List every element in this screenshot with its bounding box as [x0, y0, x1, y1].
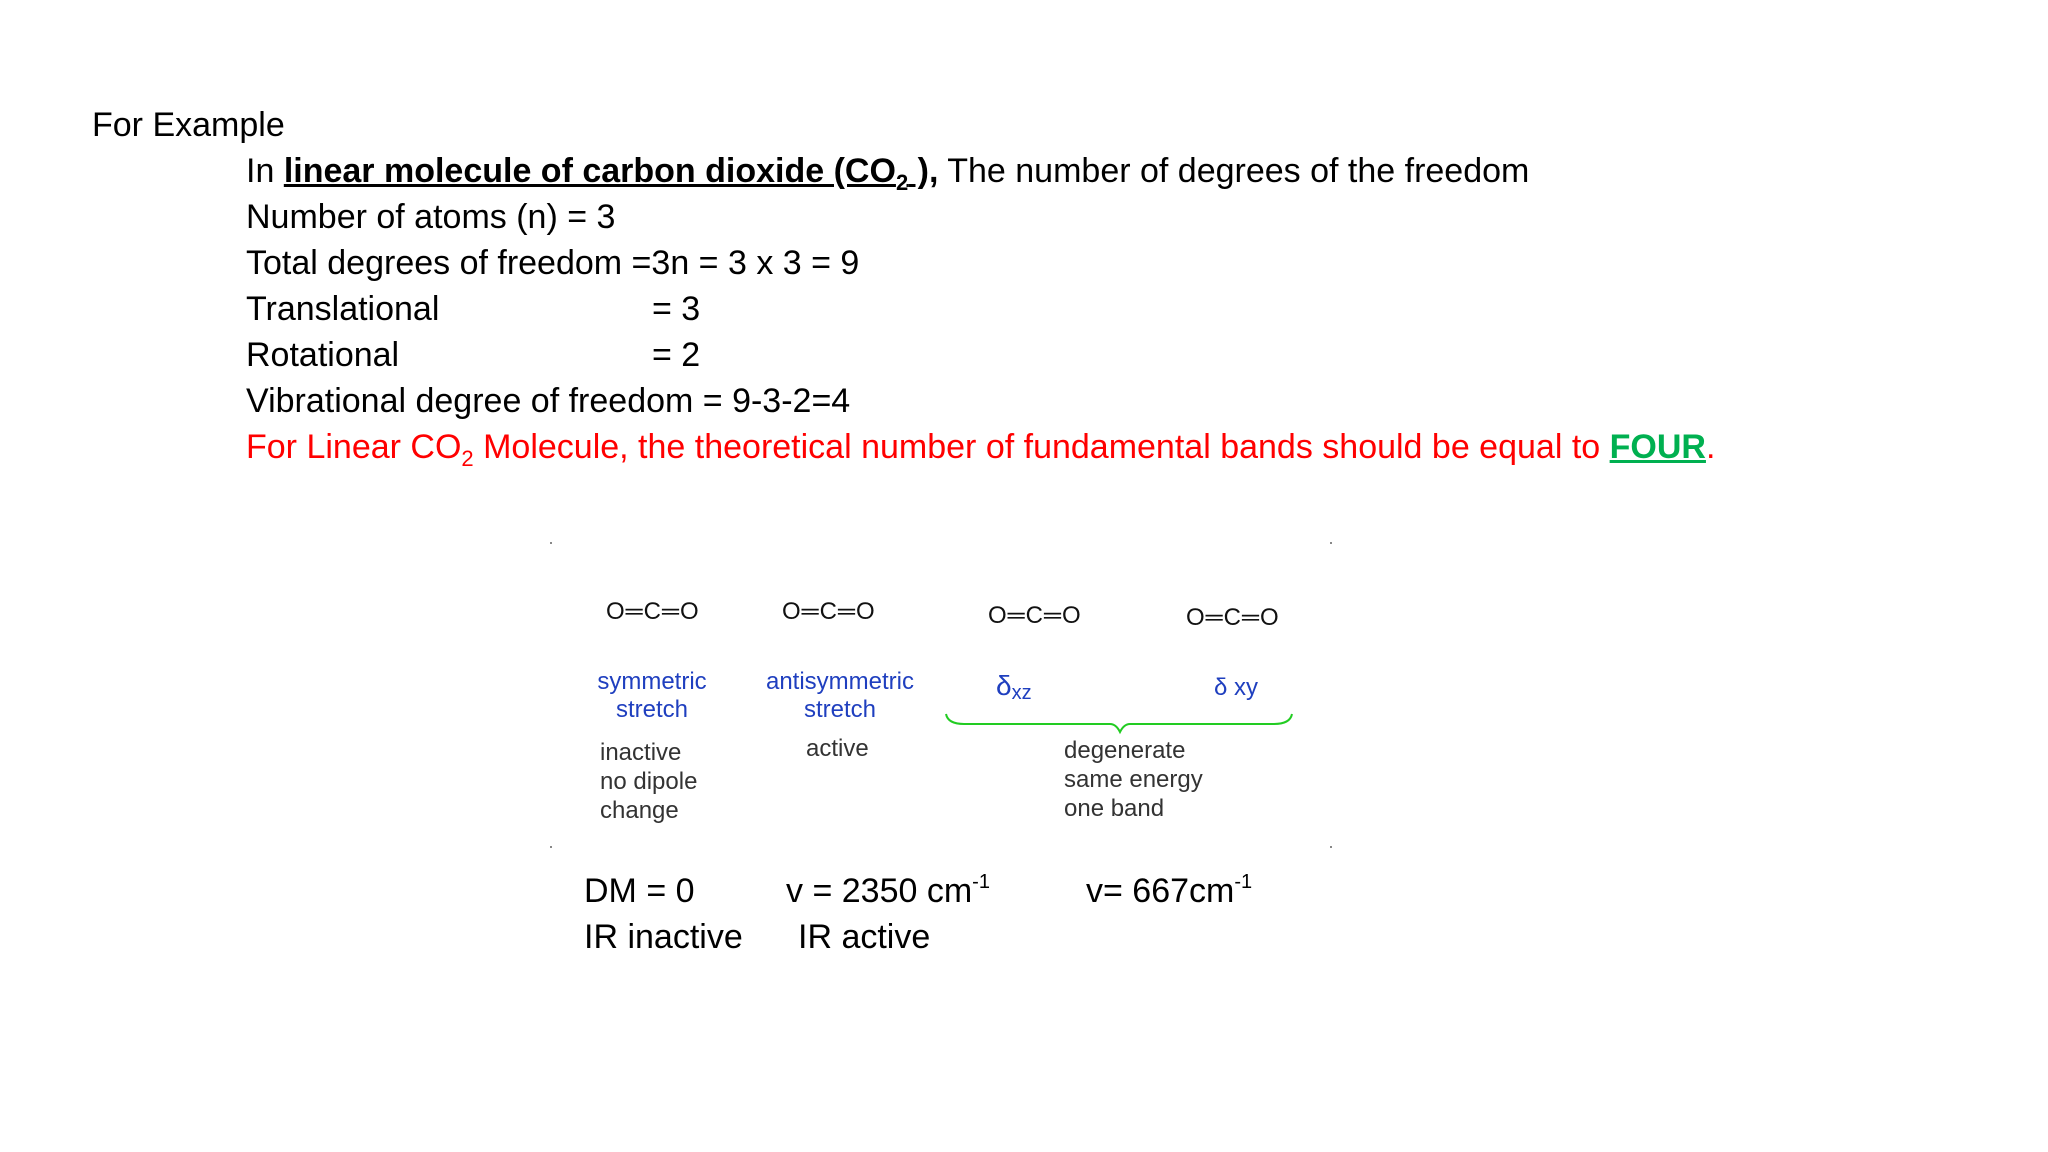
molecule-bend-xz: O═C═O	[988, 602, 1082, 629]
desc-symmetric: inactive no dipole change	[600, 739, 698, 824]
corner-dot	[1330, 542, 1332, 544]
line-translational: Translational = 3	[246, 290, 701, 328]
line-molecule-intro: In linear molecule of carbon dioxide ($CO_2$ ), The number of degrees of the freedom	[246, 152, 1530, 195]
ir-active-label: IR active	[798, 918, 931, 956]
ir-inactive-label: IR inactive	[584, 918, 743, 956]
line-vibrational: Vibrational degree of freedom = 9-3-2=4	[246, 382, 851, 420]
molecule-bend-xy: O═C═O	[1186, 604, 1280, 631]
line-conclusion: For Linear $CO_2$ Molecule, the theoretical number of fundamental bands should be equal to FOUR.	[246, 428, 1716, 471]
line-rotational: Rotational = 2	[246, 336, 701, 374]
frequency-667: $v= 667cm^{-1}$	[1086, 871, 1253, 910]
co2-vibrational-modes-diagram	[548, 540, 1334, 850]
mode-bend-xz: $\delta_{xz}$	[996, 670, 1032, 704]
corner-dot	[1330, 846, 1332, 848]
mode-bend-xy: δ xy	[1214, 674, 1259, 701]
molecule-antisymmetric: O═C═O	[782, 598, 876, 625]
desc-bending: degenerate same energy one band	[1064, 737, 1203, 822]
molecule-name: linear molecule of carbon dioxide ($CO_2$ ),	[283, 152, 939, 195]
four-highlight: FOUR	[1609, 428, 1706, 466]
degenerate-brace	[944, 712, 1294, 736]
mode-symmetric-stretch: symmetric stretch	[597, 668, 707, 723]
corner-dot	[550, 846, 552, 848]
dipole-moment-label: DM = 0	[584, 872, 695, 910]
corner-dot	[550, 542, 552, 544]
line-total-degrees: Total degrees of freedom =3n = 3 x 3 = 9	[246, 244, 860, 282]
desc-antisymmetric: active	[806, 735, 869, 762]
heading: For Example	[92, 106, 285, 144]
molecule-symmetric: O═C═O	[606, 598, 700, 625]
frequency-2350: v = 2350 $cm^{-1}$	[786, 871, 990, 910]
main-text-block	[246, 148, 1715, 470]
mode-antisymmetric-stretch: antisymmetric stretch	[765, 668, 915, 723]
line-number-of-atoms: Number of atoms (n) = 3	[246, 198, 616, 236]
